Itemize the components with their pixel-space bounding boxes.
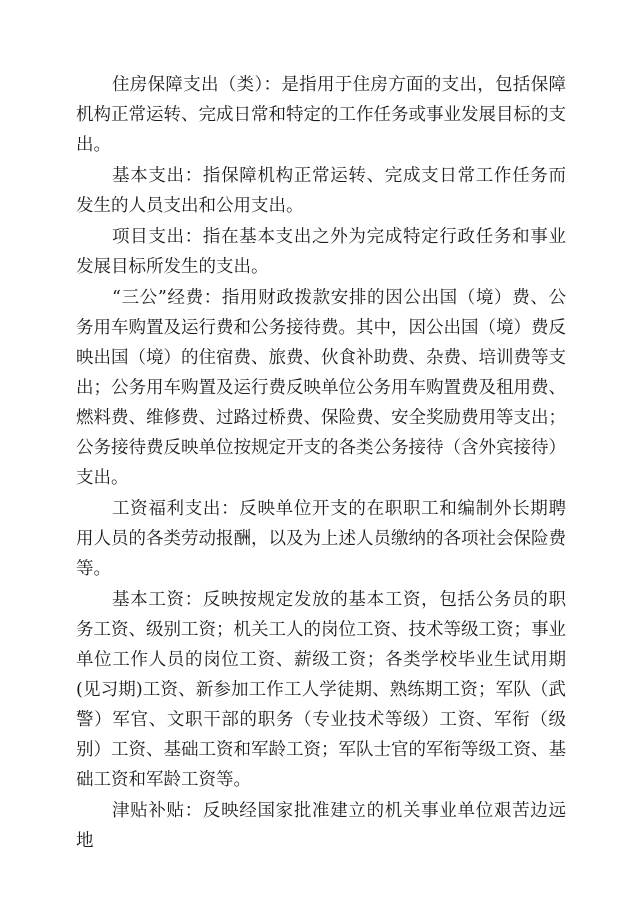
paragraph-allowance-subsidy: 津贴补贴：反映经国家批准建立的机关事业单位艰苦边远地 [76, 801, 566, 851]
paragraph-basic-wage: 基本工资：反映按规定发放的基本工资，包括公务员的职务工资、级别工资；机关工人的岗位工资、技术等级工资；事业单位工作人员的岗位工资、薪级工资；各类学校毕业生试用期(见习期)工资、新参加工作工人学徒期、熟练期工资；军队（武警）军官、文职干部的职务（专业技术等级）工资、军衔（级别）工资、基础工资和军龄工资；军队士官的军衔等级工资、基础工资和军龄工资等。 [76, 590, 566, 790]
paragraph-project-expenditure: 项目支出：指在基本支出之外为完成特定行政任务和事业发展目标所发生的支出。 [76, 227, 566, 277]
document-body [76, 70, 566, 857]
paragraph-wage-welfare: 工资福利支出：反映单位开支的在职职工和编制外长期聘用人员的各类劳动报酬，以及为上述人员缴纳的各项社会保险费等。 [76, 499, 566, 579]
paragraph-basic-expenditure: 基本支出：指保障机构正常运转、完成支日常工作任务而发生的人员支出和公用支出。 [76, 166, 566, 216]
paragraph-housing-expenditure: 住房保障支出（类）：是指用于住房方面的支出，包括保障机构正常运转、完成日常和特定的工作任务或事业发展目标的支出。 [76, 75, 566, 155]
paragraph-three-public-expenses: “三公”经费：指用财政拨款安排的因公出国（境）费、公务用车购置及运行费和公务接待费。其中，因公出国（境）费反映出国（境）的住宿费、旅费、伙食补助费、杂费、培训费等支出；公务用车购置及运行费反映单位公务用车购置费及租用费、燃料费、维修费、过路过桥费、保险费、安全奖励费用等支出；公务接待费反映单位按规定开支的各类公务接待（含外宾接待）支出。 [76, 288, 566, 488]
